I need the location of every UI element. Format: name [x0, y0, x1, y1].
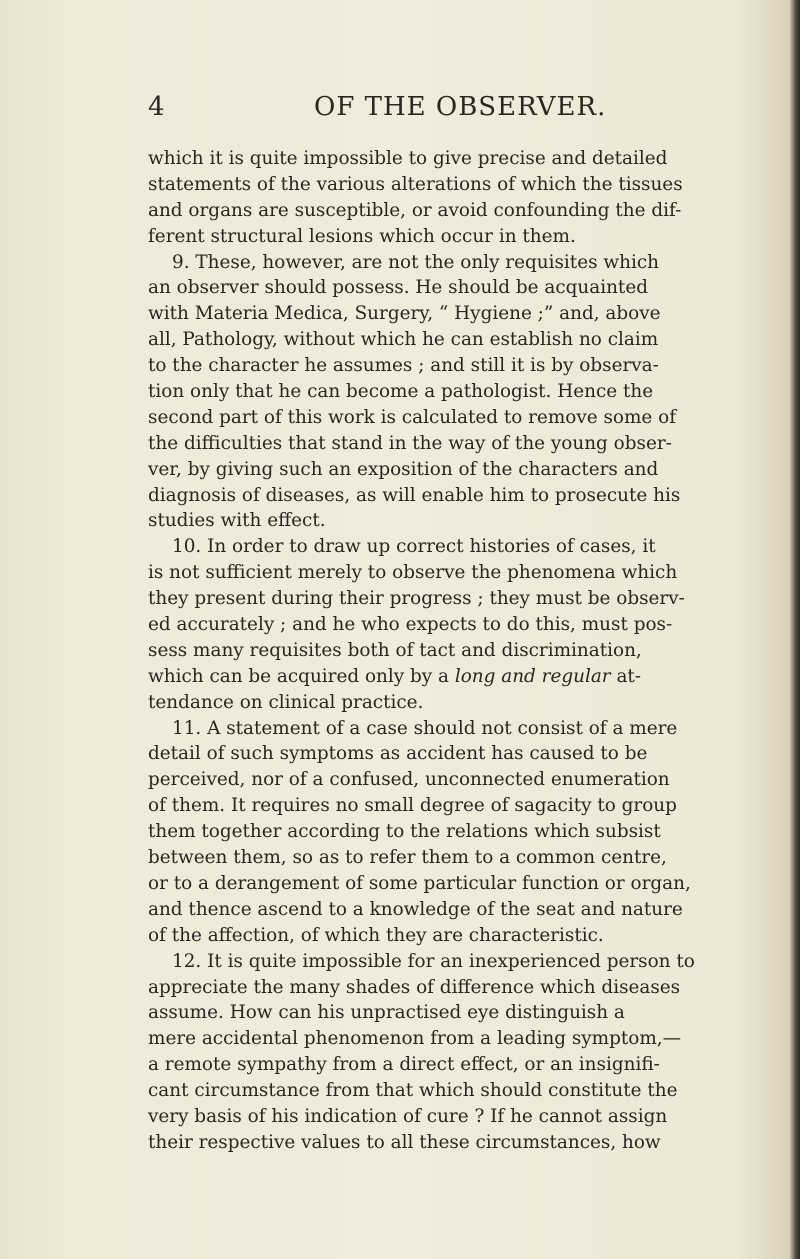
page-number: 4 [148, 92, 165, 122]
text-line: ver, by giving such an exposition of the characters and [148, 458, 659, 480]
paragraph-12-start: 12. It is quite impossible for an inexperienced person to [172, 950, 695, 972]
text-line: mere accidental phenomenon from a leading symptom,— [148, 1028, 682, 1050]
text-line: and organs are susceptible, or avoid confounding the dif- [148, 199, 682, 221]
text-line [148, 664, 800, 690]
text-line: assume. How can his unpractised eye distinguish a [148, 1002, 625, 1024]
text-line: their respective values to all these circumstances, how [148, 1131, 661, 1153]
text-line: very basis of his indication of cure ? If he cannot assign [148, 1105, 668, 1127]
text-line: perceived, nor of a confused, unconnected enumeration [148, 769, 670, 791]
text-line: they present during their progress ; they must be observ- [148, 588, 685, 610]
text-line: studies with effect. [148, 510, 326, 532]
text-line: to the character he assumes ; and still it is by observa- [148, 355, 659, 377]
paragraph-10-start: 10. In order to draw up correct histories of cases, it [172, 536, 656, 558]
body-text [148, 146, 800, 1156]
text-line: sess many requisites both of tact and discrimination, [148, 639, 642, 661]
text-line: a remote sympathy from a direct effect, or an insignifi- [148, 1054, 660, 1076]
text-line: them together according to the relations which subsist [148, 821, 661, 843]
text-line: all, Pathology, without which he can establish no claim [148, 329, 659, 351]
text-segment: at- [610, 665, 642, 687]
text-line: and thence ascend to a knowledge of the seat and nature [148, 898, 683, 920]
text-line: appreciate the many shades of difference which diseases [148, 976, 681, 998]
text-line: between them, so as to refer them to a common centre, [148, 847, 667, 869]
paragraph-9-start: 9. These, however, are not the only requisites which [172, 251, 659, 273]
text-line: tion only that he can become a pathologist. Hence the [148, 381, 654, 403]
text-line: of the affection, of which they are characteristic. [148, 924, 604, 946]
text-line: detail of such symptoms as accident has caused to be [148, 743, 648, 765]
italic-phrase: long and regular [454, 665, 611, 687]
text-line: ed accurately ; and he who expects to do this, must pos- [148, 614, 673, 636]
text-line: cant circumstance from that which should constitute the [148, 1080, 678, 1102]
running-title: OF THE OBSERVER. [314, 92, 607, 122]
text-line: ferent structural lesions which occur in them. [148, 225, 576, 247]
text-line: of them. It requires no small degree of sagacity to group [148, 795, 677, 817]
running-head [148, 92, 688, 128]
text-line: with Materia Medica, Surgery, “ Hygiene ;” and, above [148, 303, 661, 325]
text-line: or to a derangement of some particular function or organ, [148, 872, 691, 894]
text-line: which it is quite impossible to give precise and detailed [148, 148, 668, 169]
paragraph-11-start: 11. A statement of a case should not consist of a mere [172, 717, 678, 739]
text-line: statements of the various alterations of which the tissues [148, 173, 683, 195]
text-line: the difficulties that stand in the way of the young obser- [148, 432, 672, 454]
text-line: second part of this work is calculated to remove some of [148, 406, 677, 428]
text-line: diagnosis of diseases, as will enable him to prosecute his [148, 484, 681, 506]
text-line: an observer should possess. He should be acquainted [148, 277, 648, 299]
text-line: tendance on clinical practice. [148, 691, 424, 713]
text-segment: which can be acquired only by a [148, 665, 455, 687]
text-line: is not sufficient merely to observe the phenomena which [148, 562, 678, 584]
